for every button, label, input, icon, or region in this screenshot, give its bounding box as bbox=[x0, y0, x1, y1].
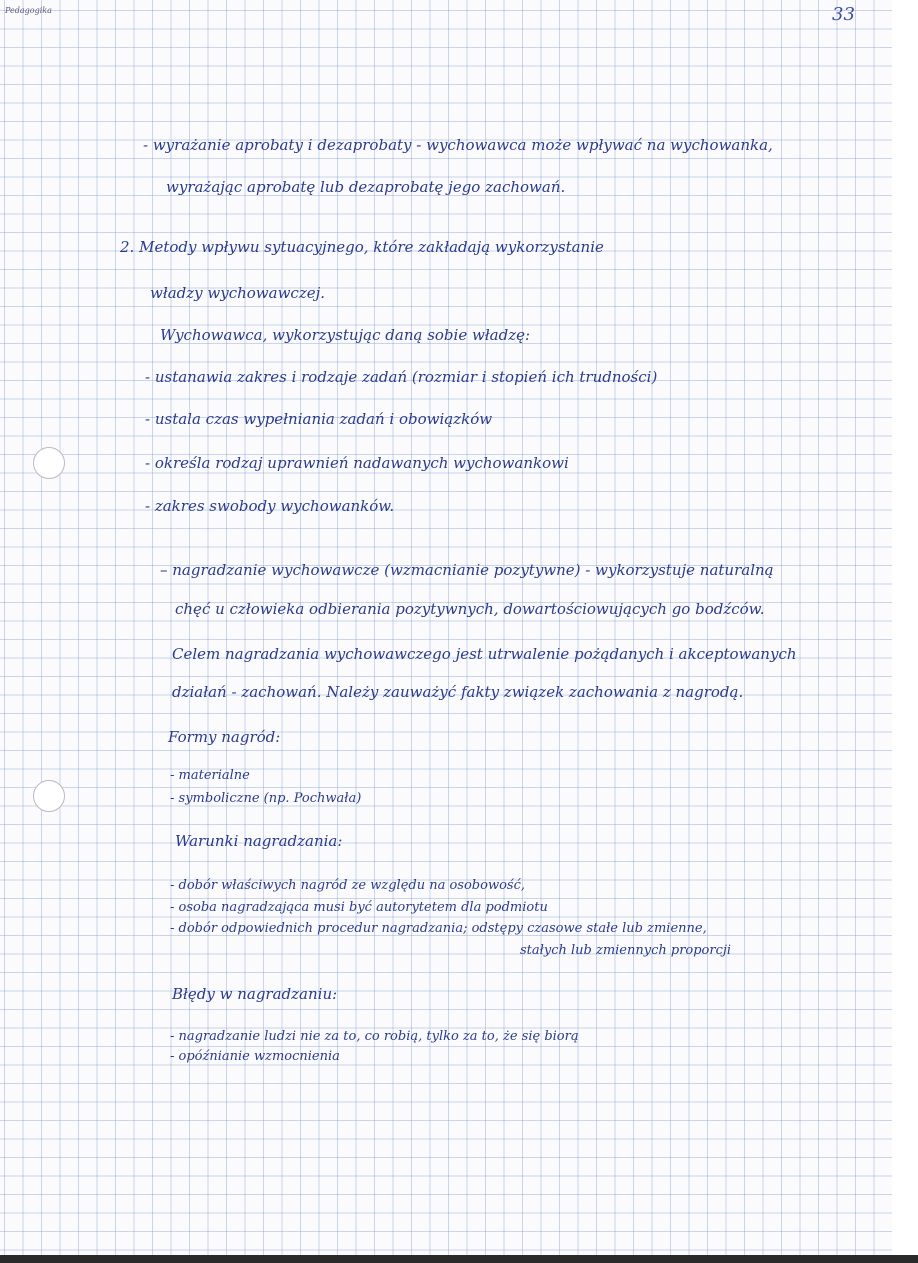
note-line: Wychowawca, wykorzystując daną sobie władzę: bbox=[160, 326, 531, 344]
subject-note: Pedagogika bbox=[5, 6, 52, 15]
note-line: chęć u człowieka odbierania pozytywnych, dowartościowujących go bodźców. bbox=[175, 600, 765, 618]
note-line: - dobór odpowiednich procedur nagradzania; odstępy czasowe stałe lub zmienne, bbox=[170, 921, 707, 936]
note-line: - symboliczne (np. Pochwała) bbox=[170, 791, 362, 806]
note-line: - materialne bbox=[170, 768, 250, 783]
note-line: - ustala czas wypełniania zadań i obowiązków bbox=[145, 410, 493, 428]
note-line: - wyrażanie aprobaty i dezaprobaty - wychowawca może wpływać na wychowanka, bbox=[143, 136, 773, 154]
note-line: - dobór właściwych nagród ze względu na osobowość, bbox=[170, 878, 525, 893]
note-line: – nagradzanie wychowawcze (wzmacnianie pozytywne) - wykorzystuje naturalną bbox=[160, 561, 774, 579]
note-line: działań - zachowań. Należy zauważyć fakty związek zachowania z nagrodą. bbox=[172, 683, 744, 701]
note-line: Celem nagradzania wychowawczego jest utrwalenie pożądanych i akceptowanych bbox=[172, 645, 797, 663]
note-line: stałych lub zmiennych proporcji bbox=[520, 943, 732, 958]
subheading: Warunki nagradzania: bbox=[175, 832, 343, 850]
scan-border bbox=[0, 1255, 918, 1263]
note-line: - nagradzanie ludzi nie za to, co robią, tylko za to, że się biorą bbox=[170, 1029, 579, 1044]
note-line: władzy wychowawczej. bbox=[150, 284, 326, 302]
note-line: wyrażając aprobatę lub dezaprobatę jego zachowań. bbox=[166, 178, 566, 196]
note-line: - osoba nagradzająca musi być autorytetem dla podmiotu bbox=[170, 900, 548, 915]
note-line: - opóźnianie wzmocnienia bbox=[170, 1049, 340, 1064]
subheading: Błędy w nagradzaniu: bbox=[172, 985, 338, 1003]
page-edge bbox=[892, 0, 918, 1263]
page-number: 33 bbox=[832, 4, 855, 25]
subheading: Formy nagród: bbox=[168, 728, 281, 746]
note-line: - zakres swobody wychowanków. bbox=[145, 497, 395, 515]
note-line: - ustanawia zakres i rodzaje zadań (rozmiar i stopień ich trudności) bbox=[145, 368, 658, 386]
punch-hole bbox=[33, 447, 65, 479]
punch-hole bbox=[33, 780, 65, 812]
note-line: - określa rodzaj uprawnień nadawanych wychowankowi bbox=[145, 454, 569, 472]
section-heading: 2. Metody wpływu sytuacyjnego, które zakładają wykorzystanie bbox=[120, 238, 604, 256]
